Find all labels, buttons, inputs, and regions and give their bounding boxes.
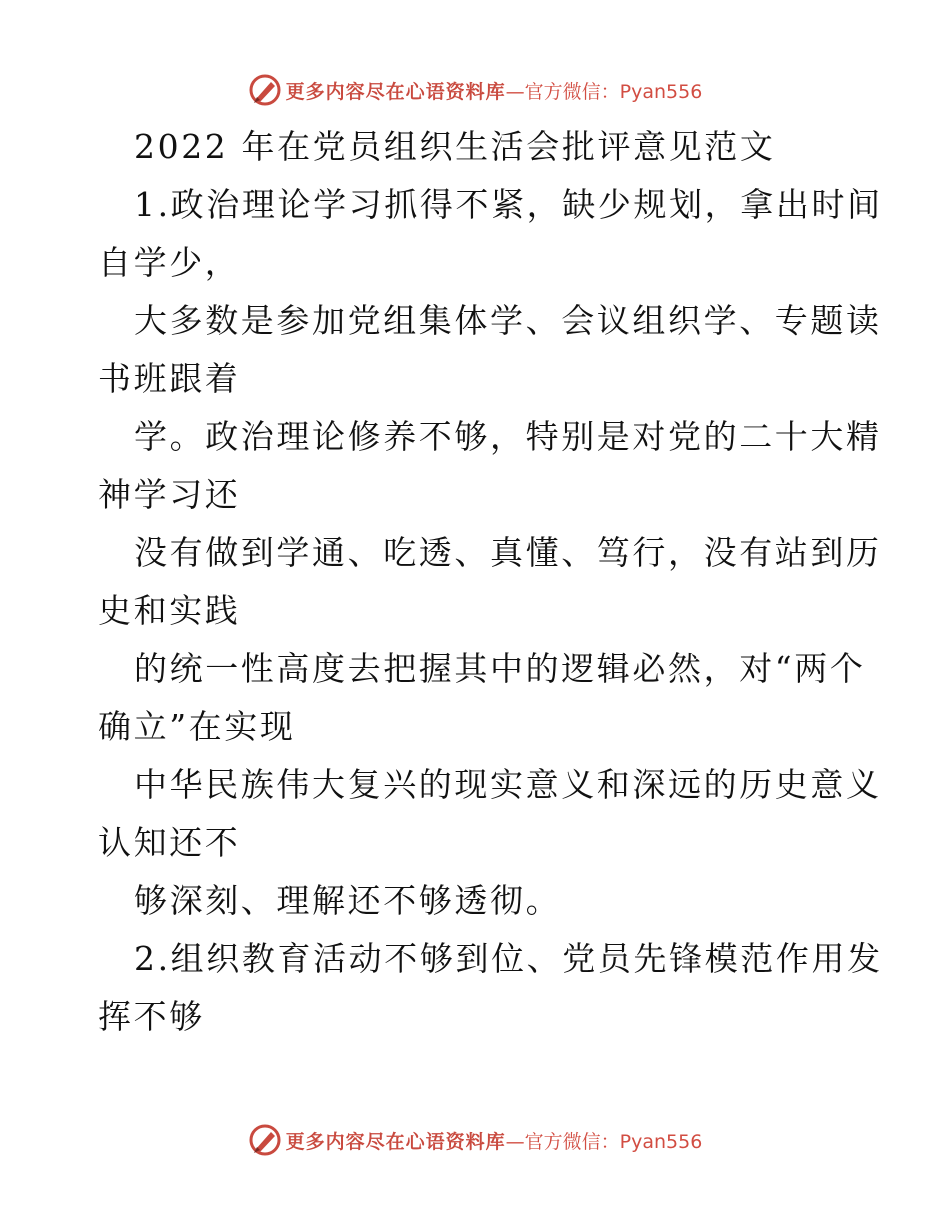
- footer-watermark: [0, 1120, 950, 1160]
- document-title: 2022 年在党员组织生活会批评意见范文: [134, 127, 776, 166]
- document-body: [98, 118, 883, 1046]
- text-line: 认知还不: [98, 823, 241, 862]
- text-line: 挥不够: [98, 997, 205, 1036]
- text-line: 大多数是参加党组集体学、会议组织学、专题读: [134, 301, 882, 340]
- text-line: 确立”在实现: [98, 707, 296, 746]
- text-line: 史和实践: [98, 591, 241, 630]
- text-line: 神学习还: [98, 475, 241, 514]
- footer-brand-text: 更多内容尽在心语资料库: [285, 1130, 506, 1153]
- text-line: 2.组织教育活动不够到位、党员先锋模范作用发: [134, 939, 883, 978]
- text-line: 的统一性高度去把握其中的逻辑必然，对“两个: [134, 649, 866, 688]
- header-watermark: [0, 70, 950, 110]
- text-line: 书班跟着: [98, 359, 241, 398]
- text-line: 中华民族伟大复兴的现实意义和深远的历史意义: [134, 765, 882, 804]
- text-line: 1.政治理论学习抓得不紧，缺少规划，拿出时间: [134, 185, 883, 224]
- pen-logo-icon: [248, 73, 282, 107]
- footer-contact-text: —官方微信：Pyan556: [505, 1130, 703, 1153]
- text-line: 够深刻、理解还不够透彻。: [134, 881, 562, 920]
- text-line: 学。政治理论修养不够，特别是对党的二十大精: [134, 417, 882, 456]
- text-line: 自学少，: [98, 243, 241, 282]
- pen-logo-icon: [248, 1123, 282, 1157]
- text-line: 没有做到学通、吃透、真懂、笃行，没有站到历: [134, 533, 882, 572]
- header-contact-text: —官方微信：Pyan556: [505, 80, 703, 103]
- header-brand-text: 更多内容尽在心语资料库: [285, 80, 506, 103]
